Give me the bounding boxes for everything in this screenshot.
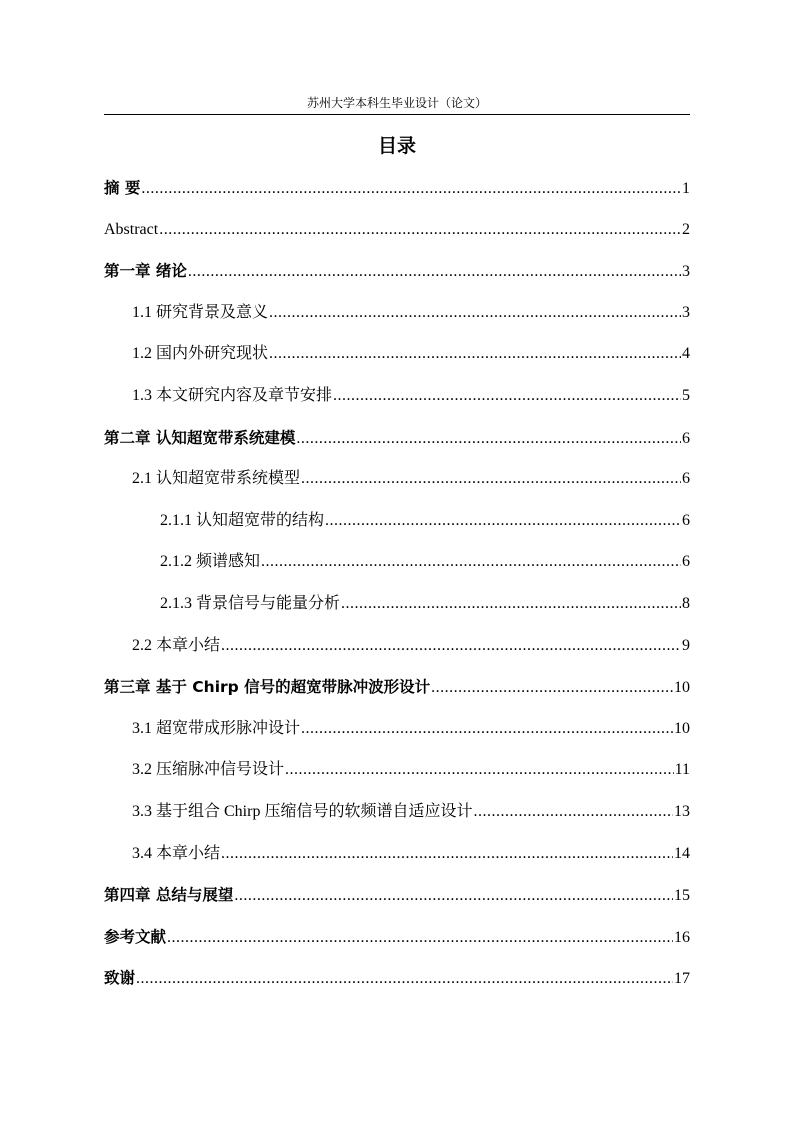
toc-entry[interactable] xyxy=(132,758,690,782)
toc-entry-label: 3.4 本章小结 xyxy=(132,844,221,862)
toc-entry-page: 3 xyxy=(682,263,690,281)
toc-entry[interactable] xyxy=(132,634,690,658)
toc-entry-label: 第一章 绪论 xyxy=(104,262,187,281)
toc-entry[interactable] xyxy=(132,342,690,366)
dot-leader xyxy=(333,384,681,408)
running-header: 苏州大学本科生毕业设计（论文） xyxy=(104,94,690,115)
toc-entry-label: 第三章 基于 Chirp 信号的超宽带脉冲波形设计 xyxy=(104,678,431,697)
toc-entry-label: 3.3 基于组合 Chirp 压缩信号的软频谱自适应设计 xyxy=(132,803,473,820)
dot-leader xyxy=(269,301,681,325)
dot-leader xyxy=(325,509,681,533)
toc-entry-label: 2.2 本章小结 xyxy=(132,636,221,654)
toc-entry[interactable] xyxy=(132,842,690,866)
toc-entry-label: 第二章 认知超宽带系统建模 xyxy=(104,428,296,447)
toc-entry[interactable] xyxy=(104,176,690,200)
toc-entry-page: 6 xyxy=(682,429,690,447)
dot-leader xyxy=(473,800,673,824)
toc-entry[interactable] xyxy=(104,925,690,949)
toc-entry-page: 14 xyxy=(674,844,690,862)
toc-entry-page: 11 xyxy=(674,761,690,779)
toc-entry[interactable] xyxy=(160,550,690,574)
toc-entry-label: 2.1 认知超宽带系统模型 xyxy=(132,470,301,488)
dot-leader xyxy=(341,592,681,616)
toc-entry-label: 3.1 超宽带成形脉冲设计 xyxy=(132,719,301,737)
dot-leader xyxy=(301,717,673,741)
toc-entry-page: 9 xyxy=(682,636,690,654)
toc-entry-page: 6 xyxy=(682,511,690,529)
toc-entry-label: 摘 要 xyxy=(104,179,141,197)
toc-entry-page: 15 xyxy=(674,887,690,905)
toc-entry-page: 4 xyxy=(682,345,690,363)
toc-entry-label: 1.3 本文研究内容及章节安排 xyxy=(132,387,333,404)
toc-entry-label: 2.1.2 频谱感知 xyxy=(160,553,261,571)
dot-leader xyxy=(285,758,674,782)
dot-leader xyxy=(221,842,673,866)
dot-leader xyxy=(159,218,681,242)
toc-entry[interactable] xyxy=(104,675,690,699)
toc-entry-page: 1 xyxy=(682,180,690,197)
toc-entry-label: 2.1.3 背景信号与能量分析 xyxy=(160,595,341,612)
dot-leader xyxy=(296,427,681,451)
dot-leader xyxy=(431,676,673,700)
dot-leader xyxy=(301,467,681,491)
toc-entry-page: 2 xyxy=(682,220,690,238)
dot-leader xyxy=(188,260,681,284)
dot-leader xyxy=(221,634,681,658)
dot-leader xyxy=(261,550,681,574)
toc-entry[interactable] xyxy=(132,717,690,741)
toc-entry[interactable] xyxy=(132,800,690,824)
toc-entry-page: 17 xyxy=(674,970,690,988)
toc-entry[interactable] xyxy=(104,883,690,907)
toc-entry[interactable] xyxy=(104,218,690,242)
toc-entry-label: 3.2 压缩脉冲信号设计 xyxy=(132,761,285,779)
toc-entry-label: 致谢 xyxy=(104,969,136,988)
toc-entry-page: 8 xyxy=(682,595,690,612)
toc-entry-label: 2.1.1 认知超宽带的结构 xyxy=(160,511,325,529)
toc-entry[interactable] xyxy=(104,426,690,450)
toc-entry[interactable] xyxy=(104,259,690,283)
toc-entry-page: 6 xyxy=(682,553,690,571)
page-title: 目录 xyxy=(377,135,416,157)
toc-entry[interactable] xyxy=(132,384,690,408)
dot-leader xyxy=(136,967,673,991)
dot-leader xyxy=(234,884,673,908)
dot-leader xyxy=(141,177,681,201)
toc-entry[interactable] xyxy=(132,301,690,325)
toc-entry-label: Abstract xyxy=(104,220,159,238)
toc-entry-page: 13 xyxy=(674,803,690,820)
toc-entry-page: 6 xyxy=(682,470,690,488)
toc-entry-page: 10 xyxy=(674,679,690,697)
toc-entry[interactable] xyxy=(104,966,690,990)
toc-entry[interactable] xyxy=(132,467,690,491)
dot-leader xyxy=(167,926,673,950)
toc-entry-label: 参考文献 xyxy=(104,927,167,946)
toc-entry[interactable] xyxy=(160,592,690,616)
toc-entry[interactable] xyxy=(160,509,690,533)
toc-entry-label: 1.2 国内外研究现状 xyxy=(132,345,269,363)
toc-entry-page: 5 xyxy=(682,387,690,404)
dot-leader xyxy=(269,342,681,366)
toc-entry-page: 10 xyxy=(674,719,690,737)
toc-entry-label: 1.1 研究背景及意义 xyxy=(132,303,269,321)
toc-entry-label: 第四章 总结与展望 xyxy=(104,886,234,905)
toc-entry-page: 16 xyxy=(674,928,690,946)
toc-entry-page: 3 xyxy=(682,303,690,321)
